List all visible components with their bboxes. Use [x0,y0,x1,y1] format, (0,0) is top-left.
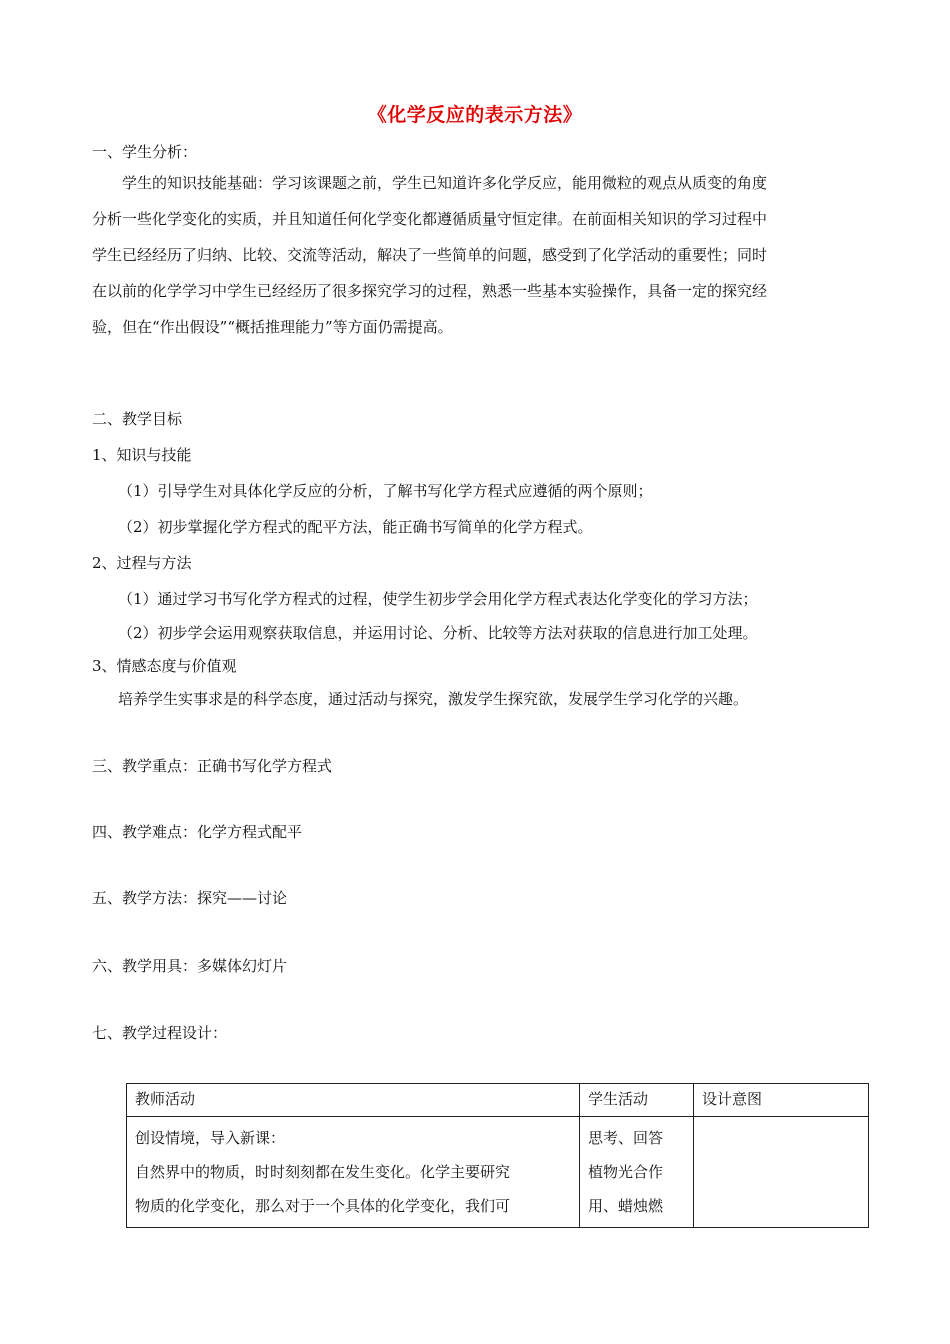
cell-line: 植物光合作 [588,1163,664,1181]
student-analysis-paragraph [92,165,862,345]
section-3-key-point: 三、教学重点：正确书写化学方程式 [92,757,333,775]
goal-1-heading: 1、知识与技能 [92,446,192,464]
header-student-activity: 学生活动 [580,1084,694,1117]
paragraph-line: 分析一些化学变化的实质，并且知道任何化学变化都遵循质量守恒定律。在前面相关知识的学习过程中 [92,210,768,228]
goal-3-text: 培养学生实事求是的科学态度，通过活动与探究，激发学生探究欲，发展学生学习化学的兴趣。 [118,690,749,708]
section-7-process: 七、教学过程设计： [92,1024,228,1042]
design-intent-cell [694,1117,869,1228]
paragraph-line: 在以前的化学学习中学生已经经历了很多探究学习的过程，熟悉一些基本实验操作，具备一定的探究经 [92,282,768,300]
header-teacher-activity: 教师活动 [127,1084,580,1117]
goal-1-item-1: （1）引导学生对具体化学反应的分析，了解书写化学方程式应遵循的两个原则； [118,482,653,500]
section-5-method: 五、教学方法：探究——讨论 [92,889,288,907]
table-header-row [127,1084,869,1117]
teacher-activity-cell [127,1117,580,1228]
section-6-tools: 六、教学用具：多媒体幻灯片 [92,957,288,975]
header-design-intent: 设计意图 [694,1084,869,1117]
section-1-heading: 一、学生分析： [92,143,198,161]
section-4-difficulty: 四、教学难点：化学方程式配平 [92,823,303,841]
document-title: 《化学反应的表示方法》 [367,104,583,126]
cell-line: 思考、回答 [588,1129,664,1147]
cell-line: 自然界中的物质，时时刻刻都在发生变化。化学主要研究 [135,1163,511,1181]
cell-line: 用、蜡烛燃 [588,1197,664,1215]
goal-2-heading: 2、过程与方法 [92,554,192,572]
paragraph-line: 学生已经经历了归纳、比较、交流等活动，解决了一些简单的问题，感受到了化学活动的重要性；同时 [92,246,768,264]
cell-line: 创设情境，导入新课： [135,1129,286,1147]
cell-line: 物质的化学变化，那么对于一个具体的化学变化，我们可 [135,1197,511,1215]
goal-2-item-1: （1）通过学习书写化学方程式的过程，使学生初步学会用化学方程式表达化学变化的学习方法； [118,590,758,608]
goal-3-heading: 3、情感态度与价值观 [92,657,237,675]
table-row [127,1117,869,1228]
student-activity-cell [580,1117,694,1228]
section-2-heading: 二、教学目标 [92,410,183,428]
paragraph-line: 学生的知识技能基础：学习该课题之前，学生已知道许多化学反应，能用微粒的观点从质变的角度 [122,174,768,192]
teaching-process-table [126,1083,869,1228]
goal-2-item-2: （2）初步学会运用观察获取信息，并运用讨论、分析、比较等方法对获取的信息进行加工处理。 [118,624,758,642]
paragraph-line: 验，但在“作出假设”“概括推理能力”等方面仍需提高。 [92,318,453,336]
goal-1-item-2: （2）初步掌握化学方程式的配平方法，能正确书写简单的化学方程式。 [118,518,593,536]
